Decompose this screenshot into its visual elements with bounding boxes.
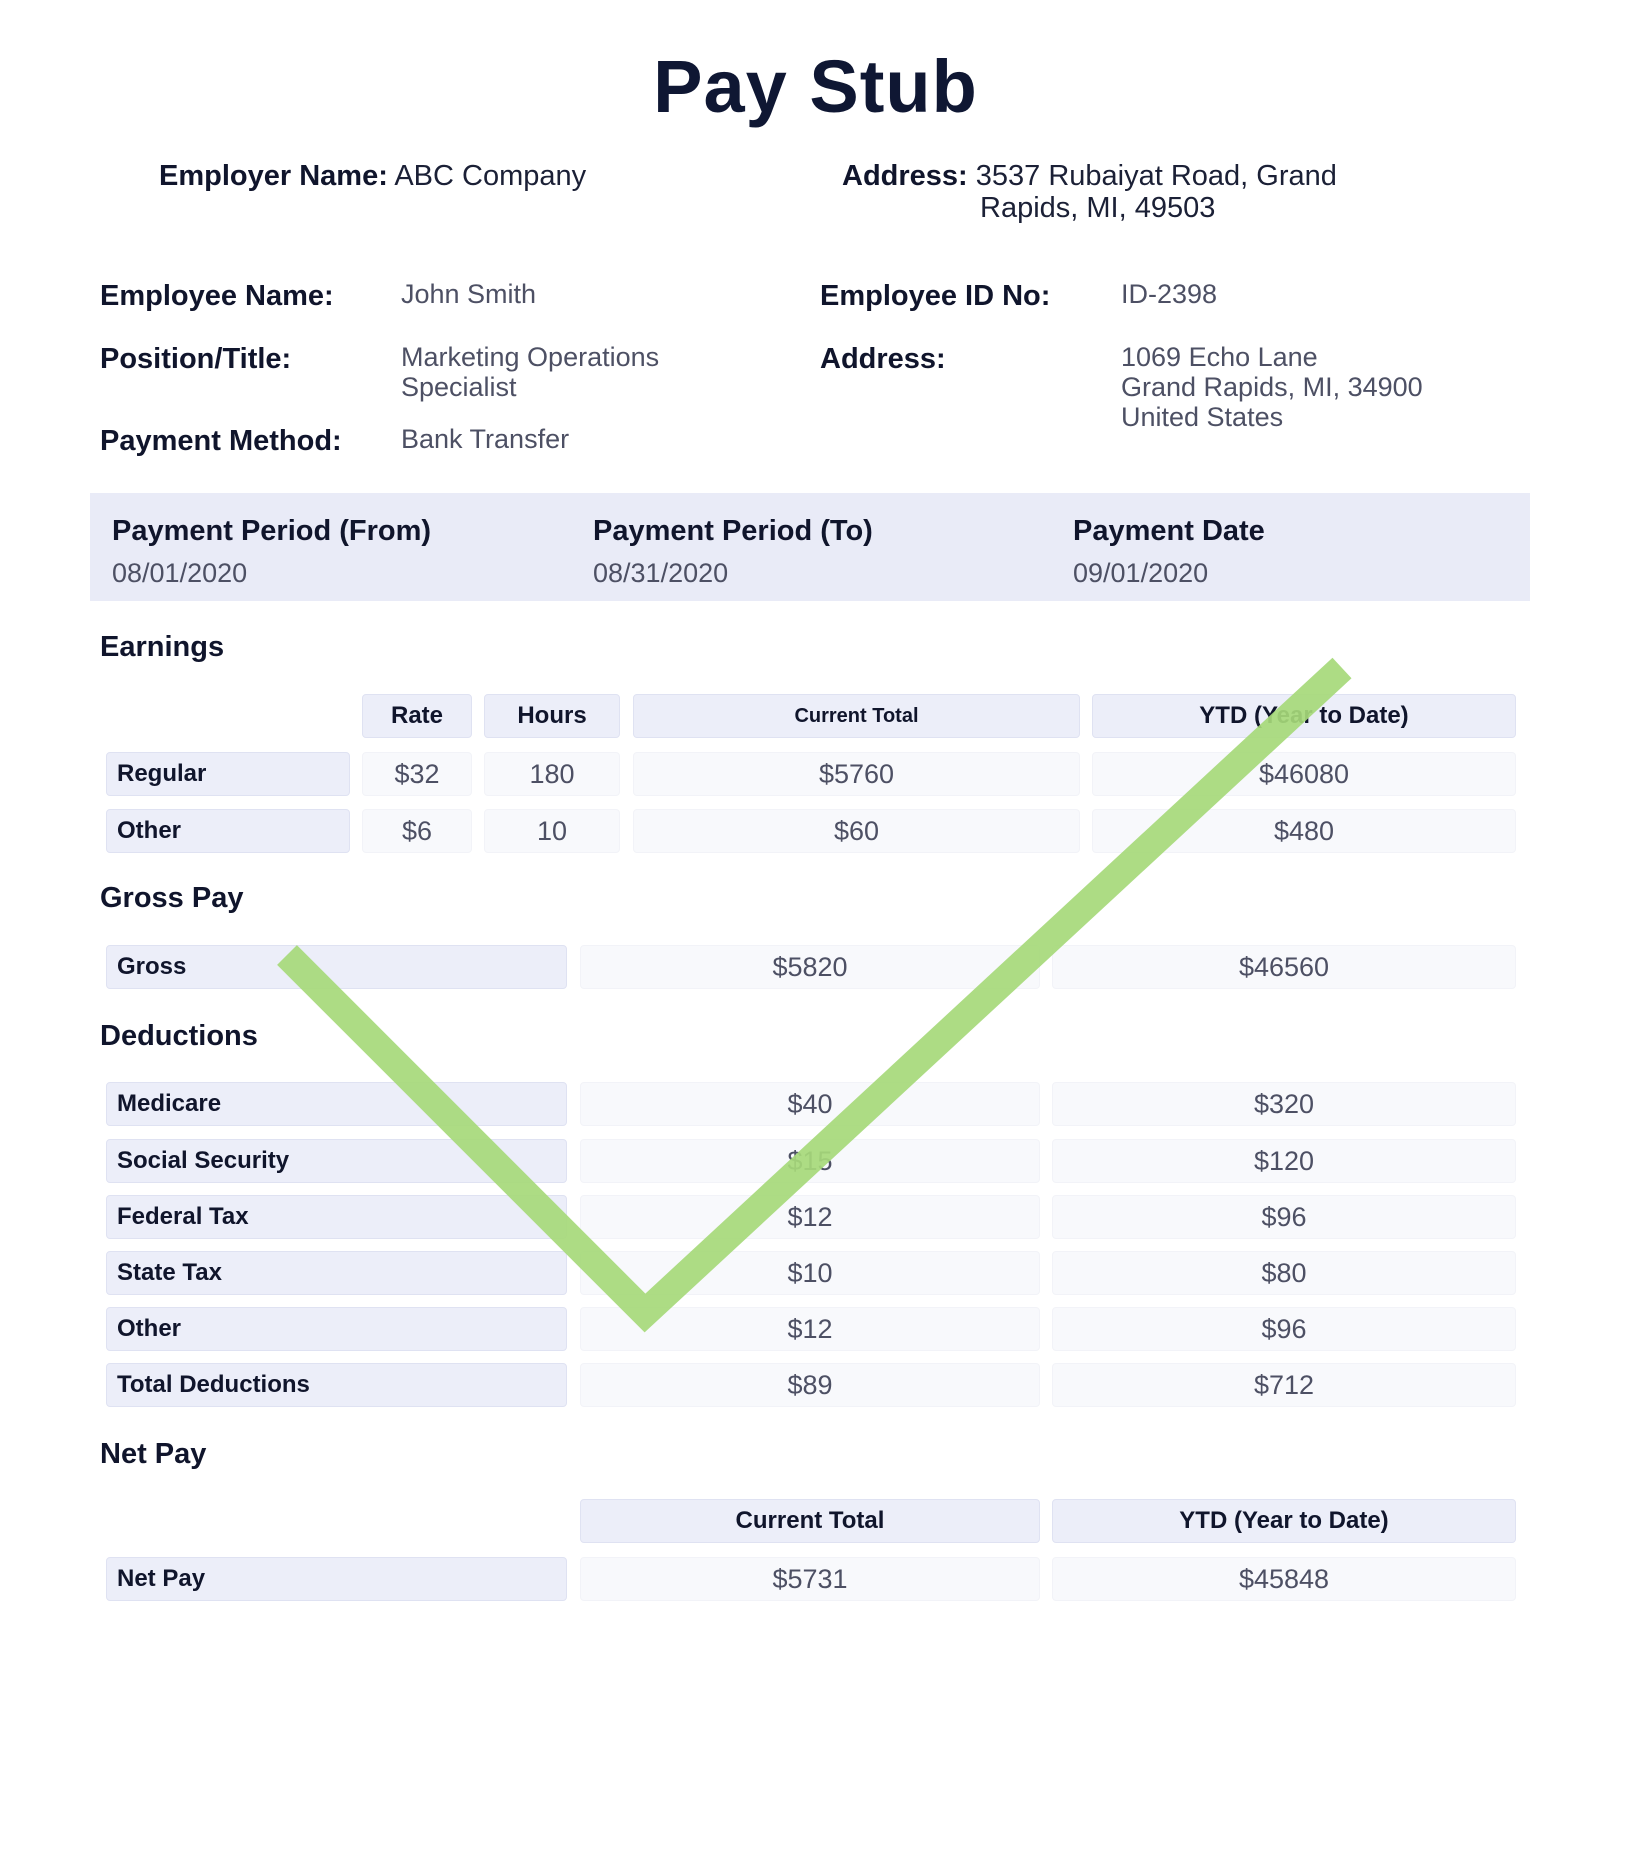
deduction-ytd-cell: $320 (1052, 1082, 1516, 1126)
net-header-ytd: YTD (Year to Date) (1052, 1499, 1516, 1543)
gross-pay-heading: Gross Pay (100, 882, 244, 914)
employer-name-label: Employer Name: (159, 160, 388, 192)
employee-address-line2: Grand Rapids, MI, 34900 (1121, 372, 1423, 402)
employee-id-label: Employee ID No: (820, 280, 1051, 312)
deduction-ytd-cell: $96 (1052, 1195, 1516, 1239)
page-title: Pay Stub (653, 45, 978, 128)
employee-address-label: Address: (820, 343, 946, 375)
period-to-label: Payment Period (To) (593, 515, 873, 547)
total-deductions-current: $89 (580, 1363, 1040, 1407)
earnings-rate-cell: $32 (362, 752, 472, 796)
payment-date-label: Payment Date (1073, 515, 1265, 547)
earnings-hours-cell: 180 (484, 752, 620, 796)
total-deductions-label: Total Deductions (106, 1363, 567, 1407)
payment-method-label: Payment Method: (100, 425, 342, 457)
deduction-row-label: Other (106, 1307, 567, 1351)
earnings-heading: Earnings (100, 631, 225, 663)
deduction-row-label: State Tax (106, 1251, 567, 1295)
position-value (401, 342, 659, 402)
employee-id-value: ID-2398 (1121, 279, 1218, 309)
employee-address-value (1121, 342, 1423, 432)
payment-method-value: Bank Transfer (401, 424, 570, 454)
net-pay-current: $5731 (580, 1557, 1040, 1601)
earnings-rate-cell: $6 (362, 809, 472, 853)
employer-address-line1: 3537 Rubaiyat Road, Grand (975, 160, 1337, 192)
employer-address-label: Address: (842, 160, 968, 192)
deduction-row-label: Medicare (106, 1082, 567, 1126)
deduction-ytd-cell: $80 (1052, 1251, 1516, 1295)
position-label: Position/Title: (100, 343, 292, 375)
total-deductions-ytd: $712 (1052, 1363, 1516, 1407)
deduction-current-cell: $12 (580, 1195, 1040, 1239)
employer-name-value: ABC Company (394, 160, 587, 192)
deduction-current-cell: $40 (580, 1082, 1040, 1126)
deduction-ytd-cell: $96 (1052, 1307, 1516, 1351)
payment-period-bar (90, 493, 1530, 601)
gross-ytd-cell: $46560 (1052, 945, 1516, 989)
position-line1: Marketing Operations (401, 342, 660, 372)
period-from-value: 08/01/2020 (112, 558, 248, 588)
position-line2: Specialist (401, 372, 517, 402)
earnings-hours-cell: 10 (484, 809, 620, 853)
net-pay-heading: Net Pay (100, 1438, 207, 1470)
net-pay-row-label: Net Pay (106, 1557, 567, 1601)
period-from-label: Payment Period (From) (112, 515, 432, 547)
earnings-ytd-cell: $480 (1092, 809, 1516, 853)
earnings-ytd-cell: $46080 (1092, 752, 1516, 796)
deduction-current-cell: $15 (580, 1139, 1040, 1183)
net-pay-ytd: $45848 (1052, 1557, 1516, 1601)
earnings-row-label: Other (106, 809, 350, 853)
deduction-row-label: Federal Tax (106, 1195, 567, 1239)
earnings-header-current: Current Total (633, 694, 1080, 738)
deduction-current-cell: $12 (580, 1307, 1040, 1351)
earnings-header-rate: Rate (362, 694, 472, 738)
deduction-row-label: Social Security (106, 1139, 567, 1183)
period-to (593, 515, 873, 589)
employee-name-value: John Smith (401, 279, 537, 309)
employee-name-label: Employee Name: (100, 280, 334, 312)
employee-address-line3: United States (1121, 402, 1284, 432)
employer-address (842, 160, 1337, 193)
deduction-ytd-cell: $120 (1052, 1139, 1516, 1183)
net-header-current: Current Total (580, 1499, 1040, 1543)
employer-address-line2: Rapids, MI, 49503 (980, 192, 1216, 224)
employee-address-line1: 1069 Echo Lane (1121, 342, 1318, 372)
deduction-current-cell: $10 (580, 1251, 1040, 1295)
earnings-current-cell: $5760 (633, 752, 1080, 796)
earnings-row-label: Regular (106, 752, 350, 796)
gross-row-label: Gross (106, 945, 567, 989)
payment-date-value: 09/01/2020 (1073, 558, 1209, 588)
deductions-heading: Deductions (100, 1020, 258, 1052)
gross-current-cell: $5820 (580, 945, 1040, 989)
period-from (112, 515, 431, 589)
period-to-value: 08/31/2020 (593, 558, 729, 588)
earnings-header-hours: Hours (484, 694, 620, 738)
employer-name (159, 160, 586, 193)
earnings-header-ytd: YTD (Year to Date) (1092, 694, 1516, 738)
payment-date (1073, 515, 1265, 589)
earnings-current-cell: $60 (633, 809, 1080, 853)
